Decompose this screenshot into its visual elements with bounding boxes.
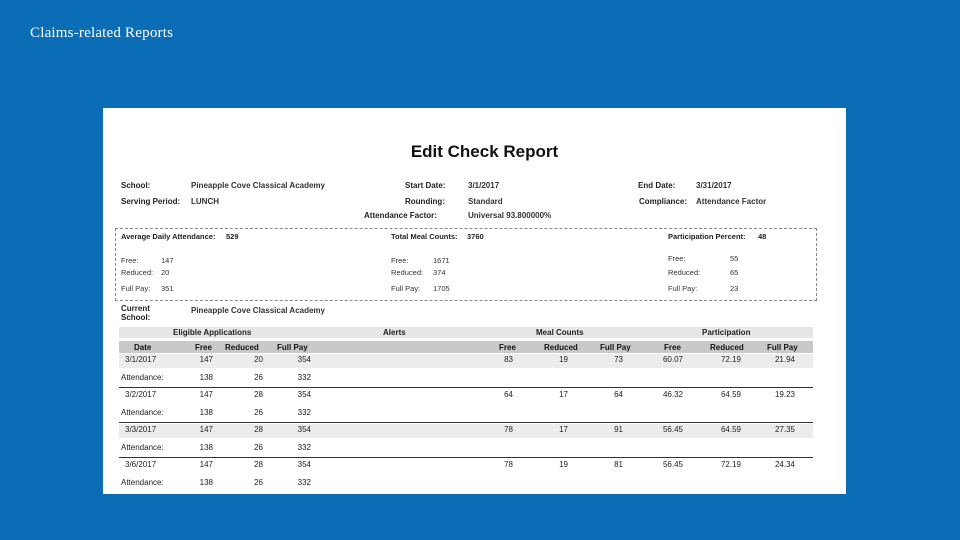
sum-meal-free: 1671 bbox=[433, 256, 450, 265]
cell-att-reduced: 26 bbox=[254, 408, 263, 417]
group-meal-counts: Meal Counts bbox=[536, 328, 584, 337]
row-attendance-label: Attendance: bbox=[121, 408, 164, 417]
sum-meal-free-label: Free: bbox=[391, 256, 409, 265]
cell-p-free: 60.07 bbox=[662, 355, 683, 364]
col-mc-free: Free bbox=[499, 343, 516, 352]
cell-p-reduced: 64.59 bbox=[720, 390, 741, 399]
cell-att-reduced: 26 bbox=[254, 443, 263, 452]
slide-title: Claims-related Reports bbox=[30, 25, 174, 41]
column-header-band bbox=[119, 341, 813, 353]
sum-pct-free-label: Free: bbox=[668, 254, 686, 263]
cell-att-reduced: 26 bbox=[254, 373, 263, 382]
cell-free: 147 bbox=[199, 390, 213, 399]
cell-mc-reduced: 17 bbox=[559, 390, 568, 399]
report-screenshot bbox=[103, 108, 846, 494]
tmc-label: Total Meal Counts: bbox=[391, 232, 458, 241]
row-band bbox=[119, 424, 813, 438]
group-participation: Participation bbox=[702, 328, 751, 337]
start-date-value: 3/1/2017 bbox=[468, 181, 500, 190]
cell-att-full: 332 bbox=[297, 443, 311, 452]
sum-pct-reduced: 65 bbox=[730, 268, 739, 277]
col-p-reduced: Reduced bbox=[710, 343, 744, 352]
col-free: Free bbox=[195, 343, 212, 352]
col-date: Date bbox=[134, 343, 152, 352]
cell-mc-free: 83 bbox=[504, 355, 513, 364]
cell-mc-reduced: 19 bbox=[559, 355, 568, 364]
cell-att-full: 332 bbox=[297, 478, 311, 487]
ada-label: Average Daily Attendance: bbox=[121, 232, 216, 241]
cell-mc-free: 64 bbox=[504, 390, 513, 399]
sum-pct-full: 23 bbox=[730, 284, 739, 293]
cell-mc-full: 81 bbox=[614, 460, 623, 469]
sum-meal-full: 1705 bbox=[433, 284, 450, 293]
cell-free: 147 bbox=[199, 460, 213, 469]
row-date: 3/6/2017 bbox=[125, 460, 157, 469]
cell-p-full: 24.34 bbox=[774, 460, 795, 469]
attendance-factor-value: Universal 93.800000% bbox=[468, 211, 552, 220]
row-date: 3/3/2017 bbox=[125, 425, 157, 434]
serving-period-value: LUNCH bbox=[191, 197, 219, 206]
cell-mc-free: 78 bbox=[504, 425, 513, 434]
cell-p-reduced: 64.59 bbox=[720, 425, 741, 434]
compliance-label: Compliance: bbox=[639, 197, 688, 206]
start-date-label: Start Date: bbox=[405, 181, 446, 190]
sum-att-full-label: Full Pay: bbox=[121, 284, 151, 293]
cell-mc-full: 64 bbox=[614, 390, 623, 399]
cell-att-full: 332 bbox=[297, 408, 311, 417]
cell-att-free: 138 bbox=[199, 408, 213, 417]
end-date-value: 3/31/2017 bbox=[696, 181, 732, 190]
sum-meal-reduced: 374 bbox=[433, 268, 446, 277]
cell-full: 354 bbox=[297, 425, 311, 434]
sum-att-reduced-label: Reduced: bbox=[121, 268, 154, 277]
cell-att-free: 138 bbox=[199, 373, 213, 382]
cell-p-reduced: 72.19 bbox=[720, 460, 741, 469]
cell-att-reduced: 26 bbox=[254, 478, 263, 487]
row-attendance-label: Attendance: bbox=[121, 443, 164, 452]
row-attendance-label: Attendance: bbox=[121, 373, 164, 382]
cell-reduced: 28 bbox=[254, 425, 263, 434]
participation-percent-value: 48 bbox=[758, 232, 767, 241]
cell-p-full: 27.35 bbox=[774, 425, 795, 434]
ada-value: 529 bbox=[226, 232, 239, 241]
tmc-value: 3760 bbox=[467, 232, 484, 241]
report-title: Edit Check Report bbox=[410, 142, 559, 161]
cell-p-full: 21.94 bbox=[774, 355, 795, 364]
cell-att-free: 138 bbox=[199, 478, 213, 487]
cell-free: 147 bbox=[199, 425, 213, 434]
compliance-value: Attendance Factor bbox=[696, 197, 767, 206]
cell-p-free: 46.32 bbox=[662, 390, 683, 399]
col-full-pay: Full Pay bbox=[277, 343, 308, 352]
col-reduced: Reduced bbox=[225, 343, 259, 352]
row-separator bbox=[119, 387, 813, 388]
row-separator bbox=[119, 457, 813, 458]
cell-p-free: 56.45 bbox=[662, 460, 683, 469]
cell-att-free: 138 bbox=[199, 443, 213, 452]
cell-p-full: 19.23 bbox=[774, 390, 795, 399]
row-date: 3/1/2017 bbox=[125, 355, 157, 364]
cell-full: 354 bbox=[297, 390, 311, 399]
row-attendance-label: Attendance: bbox=[121, 478, 164, 487]
row-separator bbox=[119, 422, 813, 423]
current-school-label: Current School: bbox=[121, 304, 151, 322]
col-p-full-pay: Full Pay bbox=[767, 343, 798, 352]
cell-p-free: 56.45 bbox=[662, 425, 683, 434]
col-mc-reduced: Reduced bbox=[544, 343, 578, 352]
cell-att-full: 332 bbox=[297, 373, 311, 382]
attendance-factor-label: Attendance Factor: bbox=[364, 211, 437, 220]
sum-att-full: 351 bbox=[161, 284, 174, 293]
serving-period-label: Serving Period: bbox=[121, 197, 181, 206]
cell-mc-reduced: 17 bbox=[559, 425, 568, 434]
cell-mc-free: 78 bbox=[504, 460, 513, 469]
end-date-label: End Date: bbox=[638, 181, 676, 190]
col-p-free: Free bbox=[664, 343, 681, 352]
school-label: School: bbox=[121, 181, 151, 190]
cell-p-reduced: 72.19 bbox=[720, 355, 741, 364]
sum-pct-reduced-label: Reduced: bbox=[668, 268, 701, 277]
col-mc-full-pay: Full Pay bbox=[600, 343, 631, 352]
sum-pct-free: 55 bbox=[730, 254, 739, 263]
current-school-value: Pineapple Cove Classical Academy bbox=[191, 306, 325, 315]
cell-full: 354 bbox=[297, 460, 311, 469]
row-band bbox=[119, 354, 813, 368]
row-date: 3/2/2017 bbox=[125, 390, 157, 399]
rounding-value: Standard bbox=[468, 197, 503, 206]
cell-reduced: 28 bbox=[254, 390, 263, 399]
sum-meal-full-label: Full Pay: bbox=[391, 284, 421, 293]
cell-mc-reduced: 19 bbox=[559, 460, 568, 469]
cell-mc-full: 73 bbox=[614, 355, 623, 364]
school-value: Pineapple Cove Classical Academy bbox=[191, 181, 325, 190]
cell-reduced: 20 bbox=[254, 355, 263, 364]
sum-att-reduced: 20 bbox=[161, 268, 170, 277]
rounding-label: Rounding: bbox=[405, 197, 445, 206]
cell-free: 147 bbox=[199, 355, 213, 364]
participation-percent-label: Participation Percent: bbox=[668, 232, 746, 241]
sum-att-free-label: Free: bbox=[121, 256, 139, 265]
group-eligible-applications: Eligible Applications bbox=[173, 328, 252, 337]
sum-att-free: 147 bbox=[161, 256, 174, 265]
sum-pct-full-label: Full Pay: bbox=[668, 284, 698, 293]
group-alerts: Alerts bbox=[383, 328, 406, 337]
cell-reduced: 28 bbox=[254, 460, 263, 469]
cell-full: 354 bbox=[297, 355, 311, 364]
sum-meal-reduced-label: Reduced: bbox=[391, 268, 424, 277]
cell-mc-full: 91 bbox=[614, 425, 623, 434]
